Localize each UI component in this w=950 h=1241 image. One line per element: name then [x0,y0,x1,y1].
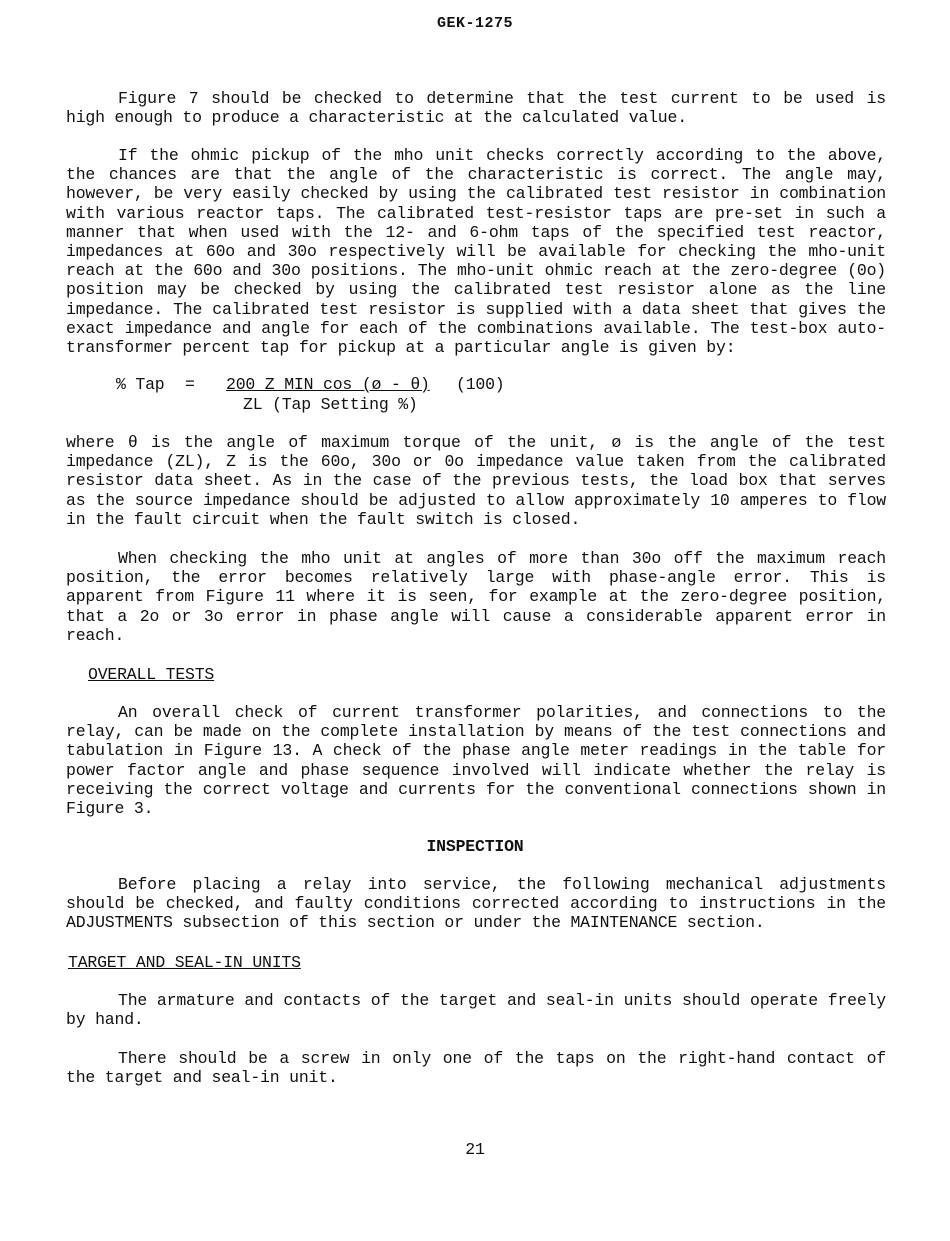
heading-overall-tests: OVERALL TESTS [88,665,215,684]
page-number: 21 [465,1140,485,1159]
formula-lhs: % Tap [116,375,165,394]
formula-denominator: ZL (Tap Setting %) [243,395,418,414]
formula-equals: = [185,375,195,394]
tap-formula [116,375,616,419]
formula-multiplier: (100) [456,375,505,394]
paragraph-angle-check: If the ohmic pickup of the mho unit checks correctly according to the above, the chances are that the angle of the characteristic is correct. The angle may, however, be very easily checked by using the calibrated test resistor in combination with various reactor taps. The calibrated test-resistor taps are pre-set in such a manner that when used with the 12- and 6-ohm taps of the specified test reactor, impedances at 60o and 30o respectively will be available for checking the mho-unit reach at the 60o and 30o positions. The mho-unit ohmic reach at the zero-degree (0o) position may be checked by using the calibrated test resistor alone as the line impedance. The calibrated test resistor is supplied with a data sheet that gives the exact impedance and angle for each of the combinations available. The test-box auto-transformer percent tap for pickup at a particular angle is given by: [66,146,886,358]
document-id: GEK-1275 [436,15,513,32]
paragraph-formula-definitions: where θ is the angle of maximum torque of the unit, ø is the angle of the test impedance (ZL), Z is the 60o, 30o or 0o impedance value taken from the calibrated resistor data sheet. As in the case of the previous tests, the load box that serves as the source impedance should be adjusted to allow approximately 10 amperes to flow in the fault circuit when the fault switch is closed. [66,433,886,529]
paragraph-screw-tap: There should be a screw in only one of the taps on the right-hand contact of the target and seal-in unit. [66,1049,886,1088]
paragraph-figure7-check: Figure 7 should be checked to determine that the test current to be used is high enough to produce a characteristic at the calculated value. [66,89,886,128]
paragraph-armature: The armature and contacts of the target and seal-in units should operate freely by hand. [66,991,886,1030]
paragraph-angle-error: When checking the mho unit at angles of more than 30o off the maximum reach position, the error becomes relatively large with phase-angle error. This is apparent from Figure 11 where it is seen, for example at the zero-degree position, that a 2o or 3o error in phase angle will cause a considerable apparent error in reach. [66,549,886,645]
formula-numerator: 200 Z MIN cos (ø - θ) [226,375,430,394]
paragraph-overall-check: An overall check of current transformer polarities, and connections to the relay, can be made on the complete installation by means of the test connections and tabulation in Figure 13. A check of the phase angle meter readings in the table for power factor angle and phase sequence involved will indicate whether the relay is receiving the correct voltage and currents for the conventional connections shown in Figure 3. [66,703,886,819]
heading-target-seal-in: TARGET AND SEAL-IN UNITS [68,953,301,972]
paragraph-inspection: Before placing a relay into service, the following mechanical adjustments should be checked, and faulty conditions corrected according to instructions in the ADJUSTMENTS subsection of this section or under the MAINTENANCE section. [66,875,886,933]
heading-inspection: INSPECTION [426,837,524,856]
